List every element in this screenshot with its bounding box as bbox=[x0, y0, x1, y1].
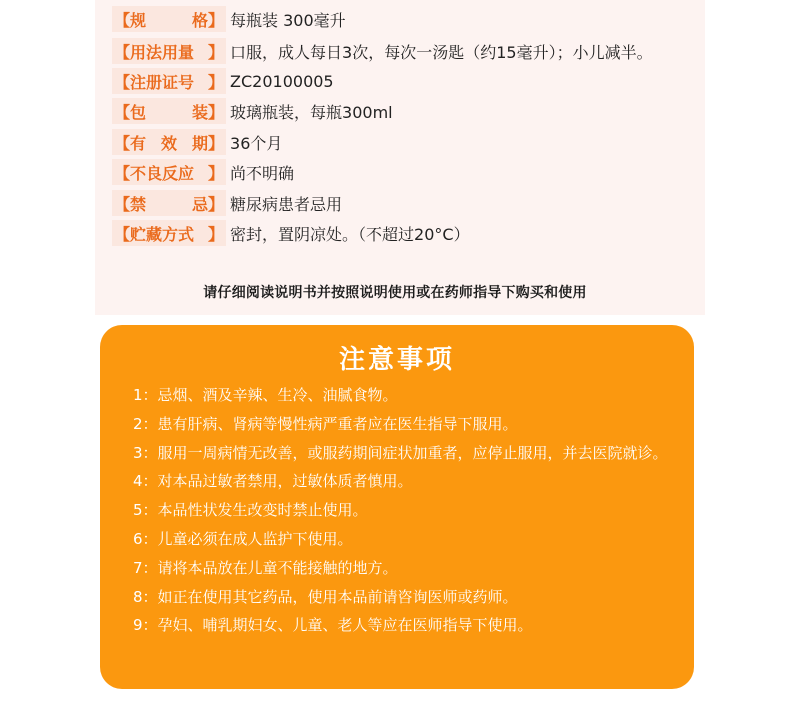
spec-value: 密封，置阴凉处。（不超过20°C） bbox=[230, 224, 470, 244]
usage-notice: 请仔细阅读说明书并按照说明使用或在药师指导下购买和使用 bbox=[203, 285, 587, 301]
spec-value: ZC20100005 bbox=[230, 71, 334, 91]
caution-item: 4：对本品过敏者禁用，过敏体质者慎用。 bbox=[133, 472, 413, 491]
spec-row-validity bbox=[112, 128, 282, 156]
spec-row-specification bbox=[112, 5, 346, 33]
spec-value: 每瓶装 300毫升 bbox=[230, 10, 346, 30]
caution-item: 7：请将本品放在儿童不能接触的地方。 bbox=[133, 558, 398, 577]
spec-label: 【 用法用量 】 bbox=[112, 38, 226, 64]
spec-label: 【 不良反应 】 bbox=[112, 159, 226, 185]
spec-label-text: 不良反应 bbox=[130, 163, 195, 183]
caution-item: 9：孕妇、哺乳期妇女、儿童、老人等应在医师指导下使用。 bbox=[133, 616, 533, 635]
spec-value: 尚不明确 bbox=[230, 163, 295, 183]
spec-label-text: 用法用量 bbox=[130, 42, 195, 62]
spec-row-dosage bbox=[112, 37, 653, 65]
caution-list bbox=[133, 381, 681, 640]
spec-label-text: 有效期 bbox=[130, 133, 209, 153]
spec-row-registration bbox=[112, 67, 334, 95]
caution-item: 2：患有肝病、肾病等慢性病严重者应在医生指导下服用。 bbox=[133, 414, 518, 433]
spec-label: 【 注册证号 】 bbox=[112, 68, 226, 94]
caution-item: 1：忌烟、酒及辛辣、生冷、油腻食物。 bbox=[133, 386, 398, 404]
spec-label-text: 禁忌 bbox=[130, 194, 209, 214]
spec-label: 【 包装 】 bbox=[112, 98, 226, 124]
caution-box bbox=[100, 325, 694, 689]
spec-value: 36个月 bbox=[230, 133, 283, 153]
caution-item: 6：儿童必须在成人监护下使用。 bbox=[133, 529, 353, 548]
spec-row-storage bbox=[112, 219, 470, 247]
caution-item: 8：如正在使用其它药品，使用本品前请咨询医师或药师。 bbox=[133, 587, 518, 606]
spec-label-text: 规格 bbox=[130, 10, 209, 30]
spec-row-contraindications bbox=[112, 189, 342, 217]
spec-row-packaging bbox=[112, 97, 393, 125]
spec-value: 玻璃瓶装，每瓶300ml bbox=[230, 102, 393, 122]
spec-value: 口服，成人每日3次，每次一汤匙（约15毫升）；小儿减半。 bbox=[230, 42, 653, 62]
spec-label-text: 包装 bbox=[130, 102, 209, 122]
caution-item: 5：本品性状发生改变时禁止使用。 bbox=[133, 501, 368, 520]
caution-title: 注意事项 bbox=[338, 345, 455, 375]
spec-label: 【 贮藏方式 】 bbox=[112, 220, 226, 246]
spec-label: 【 有效期 】 bbox=[112, 129, 226, 155]
spec-label: 【 规格 】 bbox=[112, 6, 226, 32]
spec-value: 糖尿病患者忌用 bbox=[230, 194, 343, 214]
spec-label: 【 禁忌 】 bbox=[112, 190, 226, 216]
spec-row-adverse-reactions bbox=[112, 158, 294, 186]
caution-item: 3：服用一周病情无改善，或服药期间症状加重者，应停止服用，并去医院就诊。 bbox=[133, 443, 668, 462]
spec-label-text: 贮藏方式 bbox=[130, 224, 195, 244]
spec-label-text: 注册证号 bbox=[130, 72, 195, 92]
